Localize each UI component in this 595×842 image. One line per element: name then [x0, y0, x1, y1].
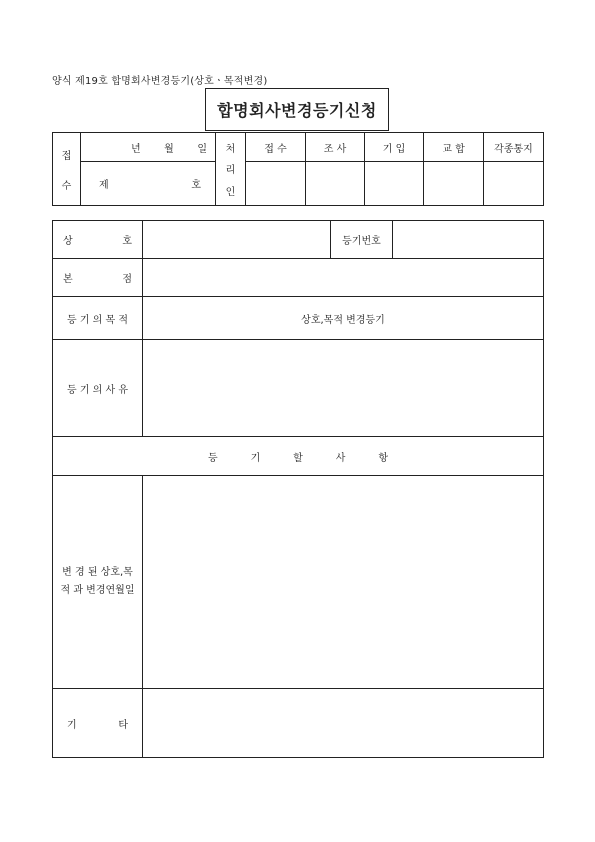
matters-char-5: 항	[378, 452, 388, 464]
col-header-entry: 기 입	[365, 133, 424, 162]
reason-label: 등 기 의 사 유	[53, 340, 143, 437]
purpose-label: 등 기 의 목 적	[53, 297, 143, 340]
trade-name-char-1: 상	[63, 236, 73, 247]
reg-number-field[interactable]	[393, 221, 544, 259]
processor-label-cell	[216, 133, 246, 206]
col-header-review: 조 사	[306, 133, 365, 162]
col-header-receipt: 접 수	[246, 133, 306, 162]
receipt-table	[52, 132, 544, 206]
notices-sign-cell[interactable]	[484, 162, 544, 206]
reg-number-label: 등기번호	[331, 221, 393, 259]
col-header-notices: 각종통지	[484, 133, 544, 162]
entry-sign-cell[interactable]	[365, 162, 424, 206]
other-char-2: 타	[118, 719, 128, 731]
changed-label-cell	[53, 476, 143, 689]
other-char-1: 기	[67, 719, 77, 731]
head-office-label-cell	[53, 259, 143, 297]
changed-label-line1: 변 경 된 상호,목	[62, 567, 133, 578]
number-cell[interactable]	[81, 162, 216, 206]
review-sign-cell[interactable]	[306, 162, 365, 206]
head-office-char-2: 점	[122, 274, 132, 285]
changed-field[interactable]	[143, 476, 544, 689]
head-office-char-1: 본	[63, 274, 73, 285]
head-office-field[interactable]	[143, 259, 544, 297]
number-suffix: 호	[191, 180, 201, 191]
processor-char-3: 인	[225, 186, 236, 198]
form-title: 합명회사변경등기신청	[205, 88, 389, 131]
form-code: 양식 제19호 합명회사변경등기(상호ㆍ목적변경)	[52, 76, 268, 87]
receipt-label-cell	[53, 133, 81, 206]
matters-char-2: 기	[250, 452, 261, 464]
other-field[interactable]	[143, 689, 544, 758]
reason-field[interactable]	[143, 340, 544, 437]
receipt-label-char-2: 수	[61, 180, 72, 192]
col-header-collation: 교 합	[424, 133, 484, 162]
changed-label-line2: 적 과 변경연월일	[60, 585, 135, 596]
processor-char-1: 처	[225, 144, 236, 156]
application-table	[52, 220, 544, 758]
day-label: 일	[197, 143, 207, 155]
other-label-cell	[53, 689, 143, 758]
number-prefix: 제	[99, 180, 109, 191]
trade-name-char-2: 호	[122, 236, 132, 247]
receipt-sign-cell[interactable]	[246, 162, 306, 206]
matters-char-4: 사	[335, 452, 346, 464]
purpose-value[interactable]: 상호,목적 변경등기	[143, 297, 544, 340]
collation-sign-cell[interactable]	[424, 162, 484, 206]
date-cell[interactable]	[81, 133, 216, 162]
matters-char-3: 할	[293, 452, 303, 464]
matters-heading	[53, 437, 544, 476]
trade-name-field[interactable]	[143, 221, 331, 259]
month-label: 월	[164, 143, 174, 155]
receipt-label-char-1: 접	[61, 150, 72, 162]
year-label: 년	[131, 143, 141, 155]
matters-char-1: 등	[208, 452, 218, 464]
trade-name-label-cell	[53, 221, 143, 259]
processor-char-2: 리	[225, 165, 236, 177]
